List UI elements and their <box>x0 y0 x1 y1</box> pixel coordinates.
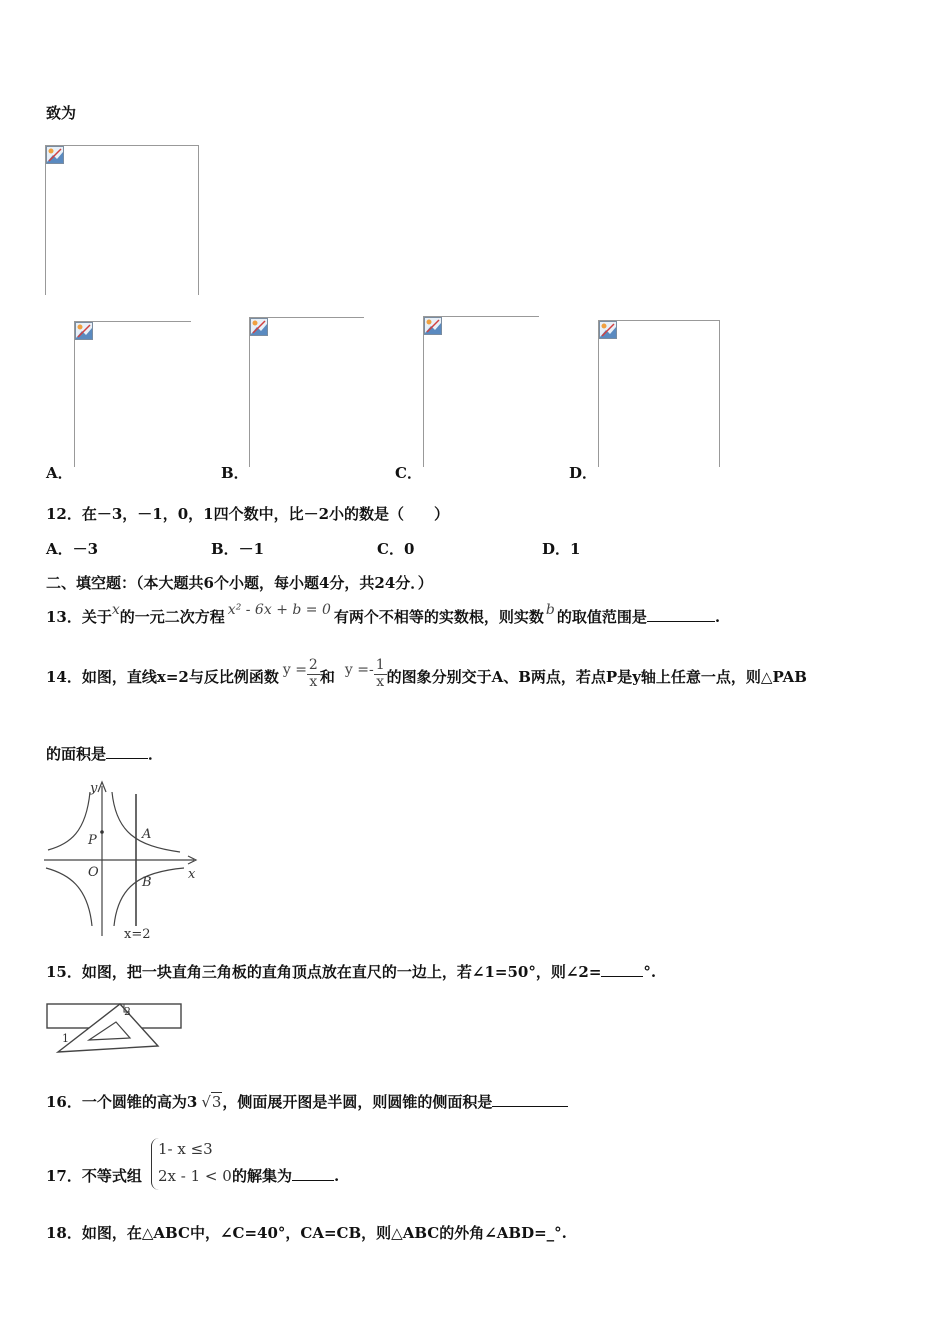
angle-1-label: 1 <box>62 1032 69 1045</box>
q16-radicand: 3 <box>211 1093 222 1111</box>
option-c-figure-placeholder <box>423 316 539 467</box>
option-a-label: A． <box>46 464 73 482</box>
angle-2-label: 2 <box>124 1005 131 1018</box>
q16-suffix: ，侧面展开图是半圆，则圆锥的侧面积是 <box>222 1093 493 1111</box>
question-17-end <box>232 1165 339 1186</box>
q14-func1-numerator: 2 <box>308 657 318 674</box>
option-b-label: B． <box>221 464 249 482</box>
broken-image-icon <box>75 322 93 340</box>
q14-figure-graph <box>40 776 210 944</box>
q14-func1-denominator: x <box>309 673 318 690</box>
label-y: y <box>90 781 98 796</box>
curve-y-2-over-x-q1 <box>112 792 180 852</box>
label-line-x2: x=2 <box>124 927 151 942</box>
q13-prefix: 13．关于 <box>46 608 112 626</box>
q15-figure-ruler-triangle <box>44 998 189 1060</box>
question-15 <box>46 961 656 982</box>
label-x: x <box>188 867 196 882</box>
q13-var-b: b <box>545 602 555 618</box>
broken-image-icon <box>424 317 442 335</box>
q13-answer-blank[interactable] <box>647 621 715 622</box>
q12-option-b: B．－1 <box>211 540 265 558</box>
q14-suffix: 的图象分别交于A、B两点，若点P是y轴上任意一点，则△PAB <box>386 668 807 686</box>
point-p <box>100 830 104 834</box>
q16-answer-blank[interactable] <box>492 1106 568 1107</box>
q17-inequality-2: 2x - 1 < 0 <box>158 1167 232 1185</box>
q14-func2-lhs: y =- <box>344 662 374 678</box>
q14-end: ． <box>148 745 164 763</box>
q15-text: 15．如图，把一块直角三角板的直角顶点放在直尺的一边上，若∠1=50°，则∠2= <box>46 963 602 981</box>
option-c-label: C． <box>395 464 422 482</box>
q14-func2-numerator: 1 <box>375 657 385 674</box>
q16-prefix: 16．一个圆锥的高为3 <box>46 1093 198 1111</box>
q12-option-c: C．0 <box>377 540 415 558</box>
q14-func1-fraction <box>307 658 320 690</box>
q13-suffix: 的取值范围是 <box>556 608 647 626</box>
question-14-line2 <box>46 743 163 764</box>
option-b-figure-placeholder <box>249 317 364 467</box>
option-d-figure-placeholder <box>598 320 720 467</box>
question-18: 18．如图，在△ABC中，∠C=40°，CA=CB，则△ABC的外角∠ABD=_°. <box>46 1224 567 1242</box>
label-b: B <box>142 875 152 890</box>
broken-image-icon <box>599 321 617 339</box>
q14-and: 和 <box>319 668 335 686</box>
curve-y-2-over-x-q3 <box>46 868 92 926</box>
question-12-stem: 12．在－3，－1，0，1四个数中，比－2小的数是（ ） <box>46 505 450 523</box>
q13-end: . <box>714 608 721 626</box>
q14-func2-denominator: x <box>376 673 385 690</box>
label-a: A <box>142 827 152 842</box>
q12-option-d: D．1 <box>542 540 581 558</box>
option-d-label: D． <box>569 464 598 482</box>
curve-y-neg1-over-x-q2 <box>48 792 90 850</box>
q14-prefix: 14．如图，直线x=2与反比例函数 <box>46 668 279 686</box>
q15-end: °. <box>643 963 657 981</box>
broken-image-icon <box>46 146 64 164</box>
broken-image-icon <box>250 318 268 336</box>
q14-answer-blank[interactable] <box>106 758 148 759</box>
radical-sign: √ <box>201 1093 211 1111</box>
q14-line2-text: 的面积是 <box>46 745 107 763</box>
question-14 <box>46 654 807 700</box>
q13-var-x: x <box>111 602 120 618</box>
question-13 <box>46 600 720 630</box>
q17-answer-blank[interactable] <box>292 1180 334 1181</box>
label-o: O <box>88 865 99 880</box>
q13-mid2: 有两个不相等的实数根，则实数 <box>333 608 544 626</box>
label-p: P <box>88 833 97 848</box>
q14-func2-fraction <box>374 658 387 690</box>
q12-option-a: A．－3 <box>46 540 99 558</box>
option-a-figure-placeholder <box>74 321 191 467</box>
question-figure-placeholder <box>45 145 199 295</box>
q17-inequality-1: 1- x ≤3 <box>158 1140 213 1158</box>
q17-prefix: 17．不等式组 <box>46 1167 142 1185</box>
q17-end: . <box>334 1167 340 1185</box>
section-heading: 二、填空题：（本大题共6个小题，每小题4分，共24分．） <box>46 574 433 592</box>
q14-func1-lhs: y = <box>282 662 307 678</box>
question-16 <box>46 1091 568 1112</box>
q17-suffix: 的解集为 <box>232 1167 293 1185</box>
continued-text: 致为 <box>46 104 77 122</box>
q13-equation: x² - 6x + b = 0 <box>227 602 331 618</box>
q13-mid: 的一元二次方程 <box>119 608 225 626</box>
q15-answer-blank[interactable] <box>601 976 643 977</box>
